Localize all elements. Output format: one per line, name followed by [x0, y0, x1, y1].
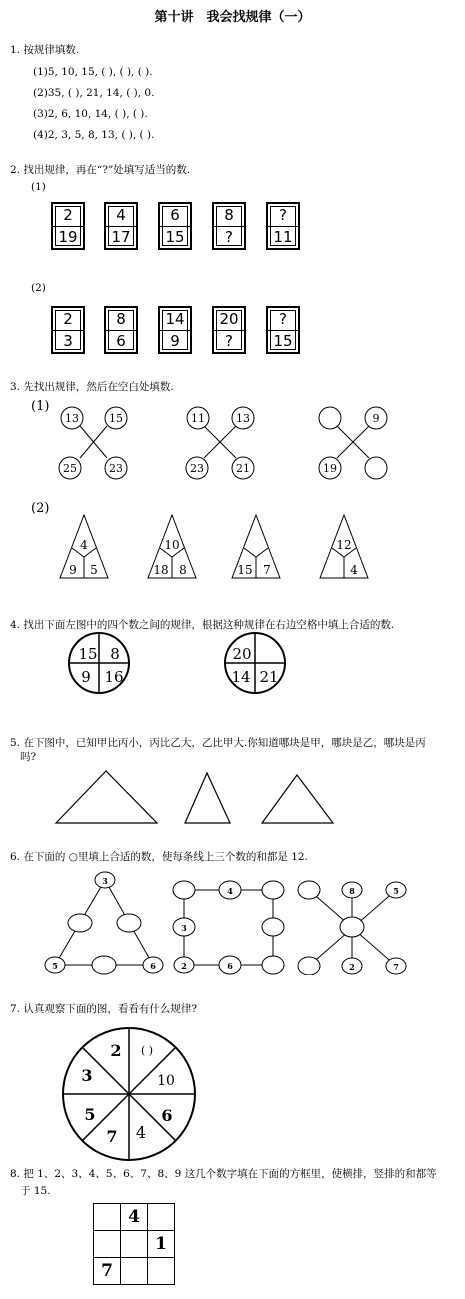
triangle-number: 4	[80, 538, 88, 552]
triangle-number: 9	[69, 563, 77, 577]
quadrant-number: 20	[232, 645, 252, 663]
grid-cell	[121, 1258, 148, 1285]
triangle-number: 15	[237, 563, 253, 577]
q3-triangle-figure	[60, 515, 108, 578]
card-top-number: 8	[106, 308, 136, 331]
circle-number: 9	[372, 412, 380, 425]
q1-item-3: (3)2, 6, 10, 14, ( ), ( ).	[33, 108, 148, 120]
card-bottom-number: 15	[273, 332, 293, 350]
circle-number: 5	[393, 886, 399, 896]
sector-number: ( )	[140, 1044, 154, 1057]
q3-triangle-figure	[148, 515, 196, 578]
q6-triangle-figure	[45, 872, 163, 974]
quadrant-number: 21	[259, 668, 279, 686]
quadrant-number: 14	[231, 668, 251, 686]
card-top-number: 8	[214, 204, 244, 227]
sector-number: 3	[81, 1066, 93, 1085]
circle-number: 13	[65, 412, 79, 425]
q3-cross-figure	[59, 407, 127, 479]
circle-number: 8	[349, 886, 355, 896]
q5-prompt-line2: 吗?	[20, 751, 37, 763]
card-top-number: ?	[268, 204, 298, 227]
q1-item-2: (2)35, ( ), 21, 14, ( ), 0.	[33, 87, 155, 99]
q7-wheel	[0, 1020, 465, 1170]
card-top-number: ?	[268, 308, 298, 331]
circle-number: 6	[150, 961, 156, 971]
card-bottom-number: 15	[165, 228, 185, 246]
q2-prompt: 2. 找出规律，再在“?”处填写适当的数.	[10, 164, 191, 176]
grid-cell	[94, 1204, 121, 1231]
q5-prompt-line1: 5. 在下图中，已知甲比丙小，丙比乙大，乙比甲大.你知道哪块是甲，哪块是乙，哪块是丙	[10, 737, 426, 749]
circle-number: 25	[63, 462, 77, 475]
grid-cell: 4	[121, 1204, 148, 1231]
q6-square-figure	[173, 881, 284, 974]
triangle-number: 8	[179, 563, 187, 577]
q6-prompt: 6. 在下面的 ○里填上合适的数，使每条线上三个数的和都是 12.	[10, 851, 308, 863]
card-bottom-number: 19	[58, 228, 78, 246]
triangle-number: 10	[164, 538, 180, 552]
grid-cell	[148, 1204, 175, 1231]
q8-prompt-line1: 8. 把 1、2、3、4、5、6、7、8、9 这几个数字填在下面的方框里，使横排，竖排的和都等	[10, 1168, 437, 1180]
circle-number: 19	[323, 462, 337, 475]
q7-prompt: 7. 认真观察下面的图，看看有什么规律?	[10, 1003, 197, 1015]
circle-number: 11	[191, 412, 205, 425]
sector-number: 10	[157, 1073, 175, 1089]
card-top-number: 2	[53, 308, 83, 331]
card-top-number: 14	[160, 308, 190, 331]
card-top-number: 4	[106, 204, 136, 227]
card-bottom-number: 11	[273, 228, 293, 246]
triangle-number: 4	[350, 563, 358, 577]
q8-prompt-line2: 于 15.	[20, 1185, 51, 1197]
q5-triangle-narrow	[185, 773, 230, 823]
quadrant-number: 8	[110, 645, 120, 663]
card-bottom-number: ?	[225, 228, 233, 246]
circle-number: 2	[181, 961, 187, 971]
q8-magic-grid	[93, 1203, 175, 1285]
circle-number: 2	[349, 962, 355, 972]
q1-item-4: (4)2, 3, 5, 8, 13, ( ), ( ).	[33, 129, 155, 141]
q3-figures	[0, 0, 465, 600]
q5-triangle-large	[56, 771, 157, 823]
card-top-number: 6	[160, 204, 190, 227]
grid-cell	[121, 1231, 148, 1258]
sector-number: 5	[84, 1105, 96, 1124]
q3-triangle-figure	[232, 515, 280, 578]
sector-number: 4	[135, 1123, 147, 1142]
q4-circle-figure	[69, 633, 129, 693]
q3-part1-label: (1)	[31, 399, 50, 414]
grid-cell: 7	[94, 1258, 121, 1285]
triangle-number: 7	[263, 563, 271, 577]
q4-prompt: 4. 找出下面左图中的四个数之间的规律，根据这种规律在右边空格中填上合适的数.	[10, 619, 395, 631]
quadrant-number: 9	[81, 668, 91, 686]
circle-number: 15	[109, 412, 123, 425]
circle-number: 21	[236, 462, 250, 475]
q4-circle-figure	[225, 633, 285, 693]
q1-prompt: 1. 按规律填数.	[10, 44, 80, 56]
sector-number: 6	[161, 1106, 173, 1125]
circle-number: 4	[227, 886, 233, 896]
circle-number: 7	[393, 962, 399, 972]
q5-triangles	[0, 765, 465, 830]
q3-prompt: 3. 先找出规律，然后在空白处填数.	[10, 381, 174, 393]
circle-number: 23	[109, 462, 123, 475]
sector-number: 2	[110, 1041, 122, 1060]
triangle-number: 5	[90, 563, 98, 577]
page-title: 第十讲 我会找规律（一）	[154, 10, 311, 25]
q6-figures	[0, 865, 465, 975]
grid-cell	[94, 1231, 121, 1258]
circle-number: 3	[102, 876, 108, 886]
triangle-number: 18	[153, 563, 169, 577]
q6-star-figure	[298, 881, 406, 975]
circle-number: 6	[227, 961, 233, 971]
card-top-number: 2	[53, 204, 83, 227]
q7-wheel-figure	[63, 1028, 195, 1160]
quadrant-number: 15	[78, 645, 98, 663]
card-top-number: 20	[214, 308, 244, 331]
triangle-number: 12	[336, 538, 352, 552]
circle-number: 13	[236, 412, 250, 425]
sector-number: 7	[106, 1127, 118, 1146]
card-bottom-number: 17	[111, 228, 131, 246]
circle-number: 23	[190, 462, 204, 475]
q4-circles	[0, 630, 465, 710]
grid-cell: 1	[148, 1231, 175, 1258]
q2-part1-label: (1)	[31, 181, 46, 193]
card-bottom-number: 6	[116, 332, 126, 350]
q2-part2-label: (2)	[31, 282, 46, 294]
card-bottom-number: 3	[63, 332, 73, 350]
quadrant-number: 16	[104, 668, 124, 686]
card-bottom-number: ?	[225, 332, 233, 350]
grid-cell	[148, 1258, 175, 1285]
q3-cross-figure	[186, 407, 254, 479]
q3-part2-label: (2)	[31, 501, 50, 516]
q5-triangle-medium	[262, 775, 333, 823]
circle-number: 5	[52, 961, 58, 971]
card-bottom-number: 9	[170, 332, 180, 350]
q3-triangle-figure	[320, 515, 368, 578]
q1-item-1: (1)5, 10, 15, ( ), ( ), ( ).	[33, 66, 153, 78]
circle-number: 3	[181, 923, 187, 933]
q3-cross-figure	[319, 407, 387, 479]
